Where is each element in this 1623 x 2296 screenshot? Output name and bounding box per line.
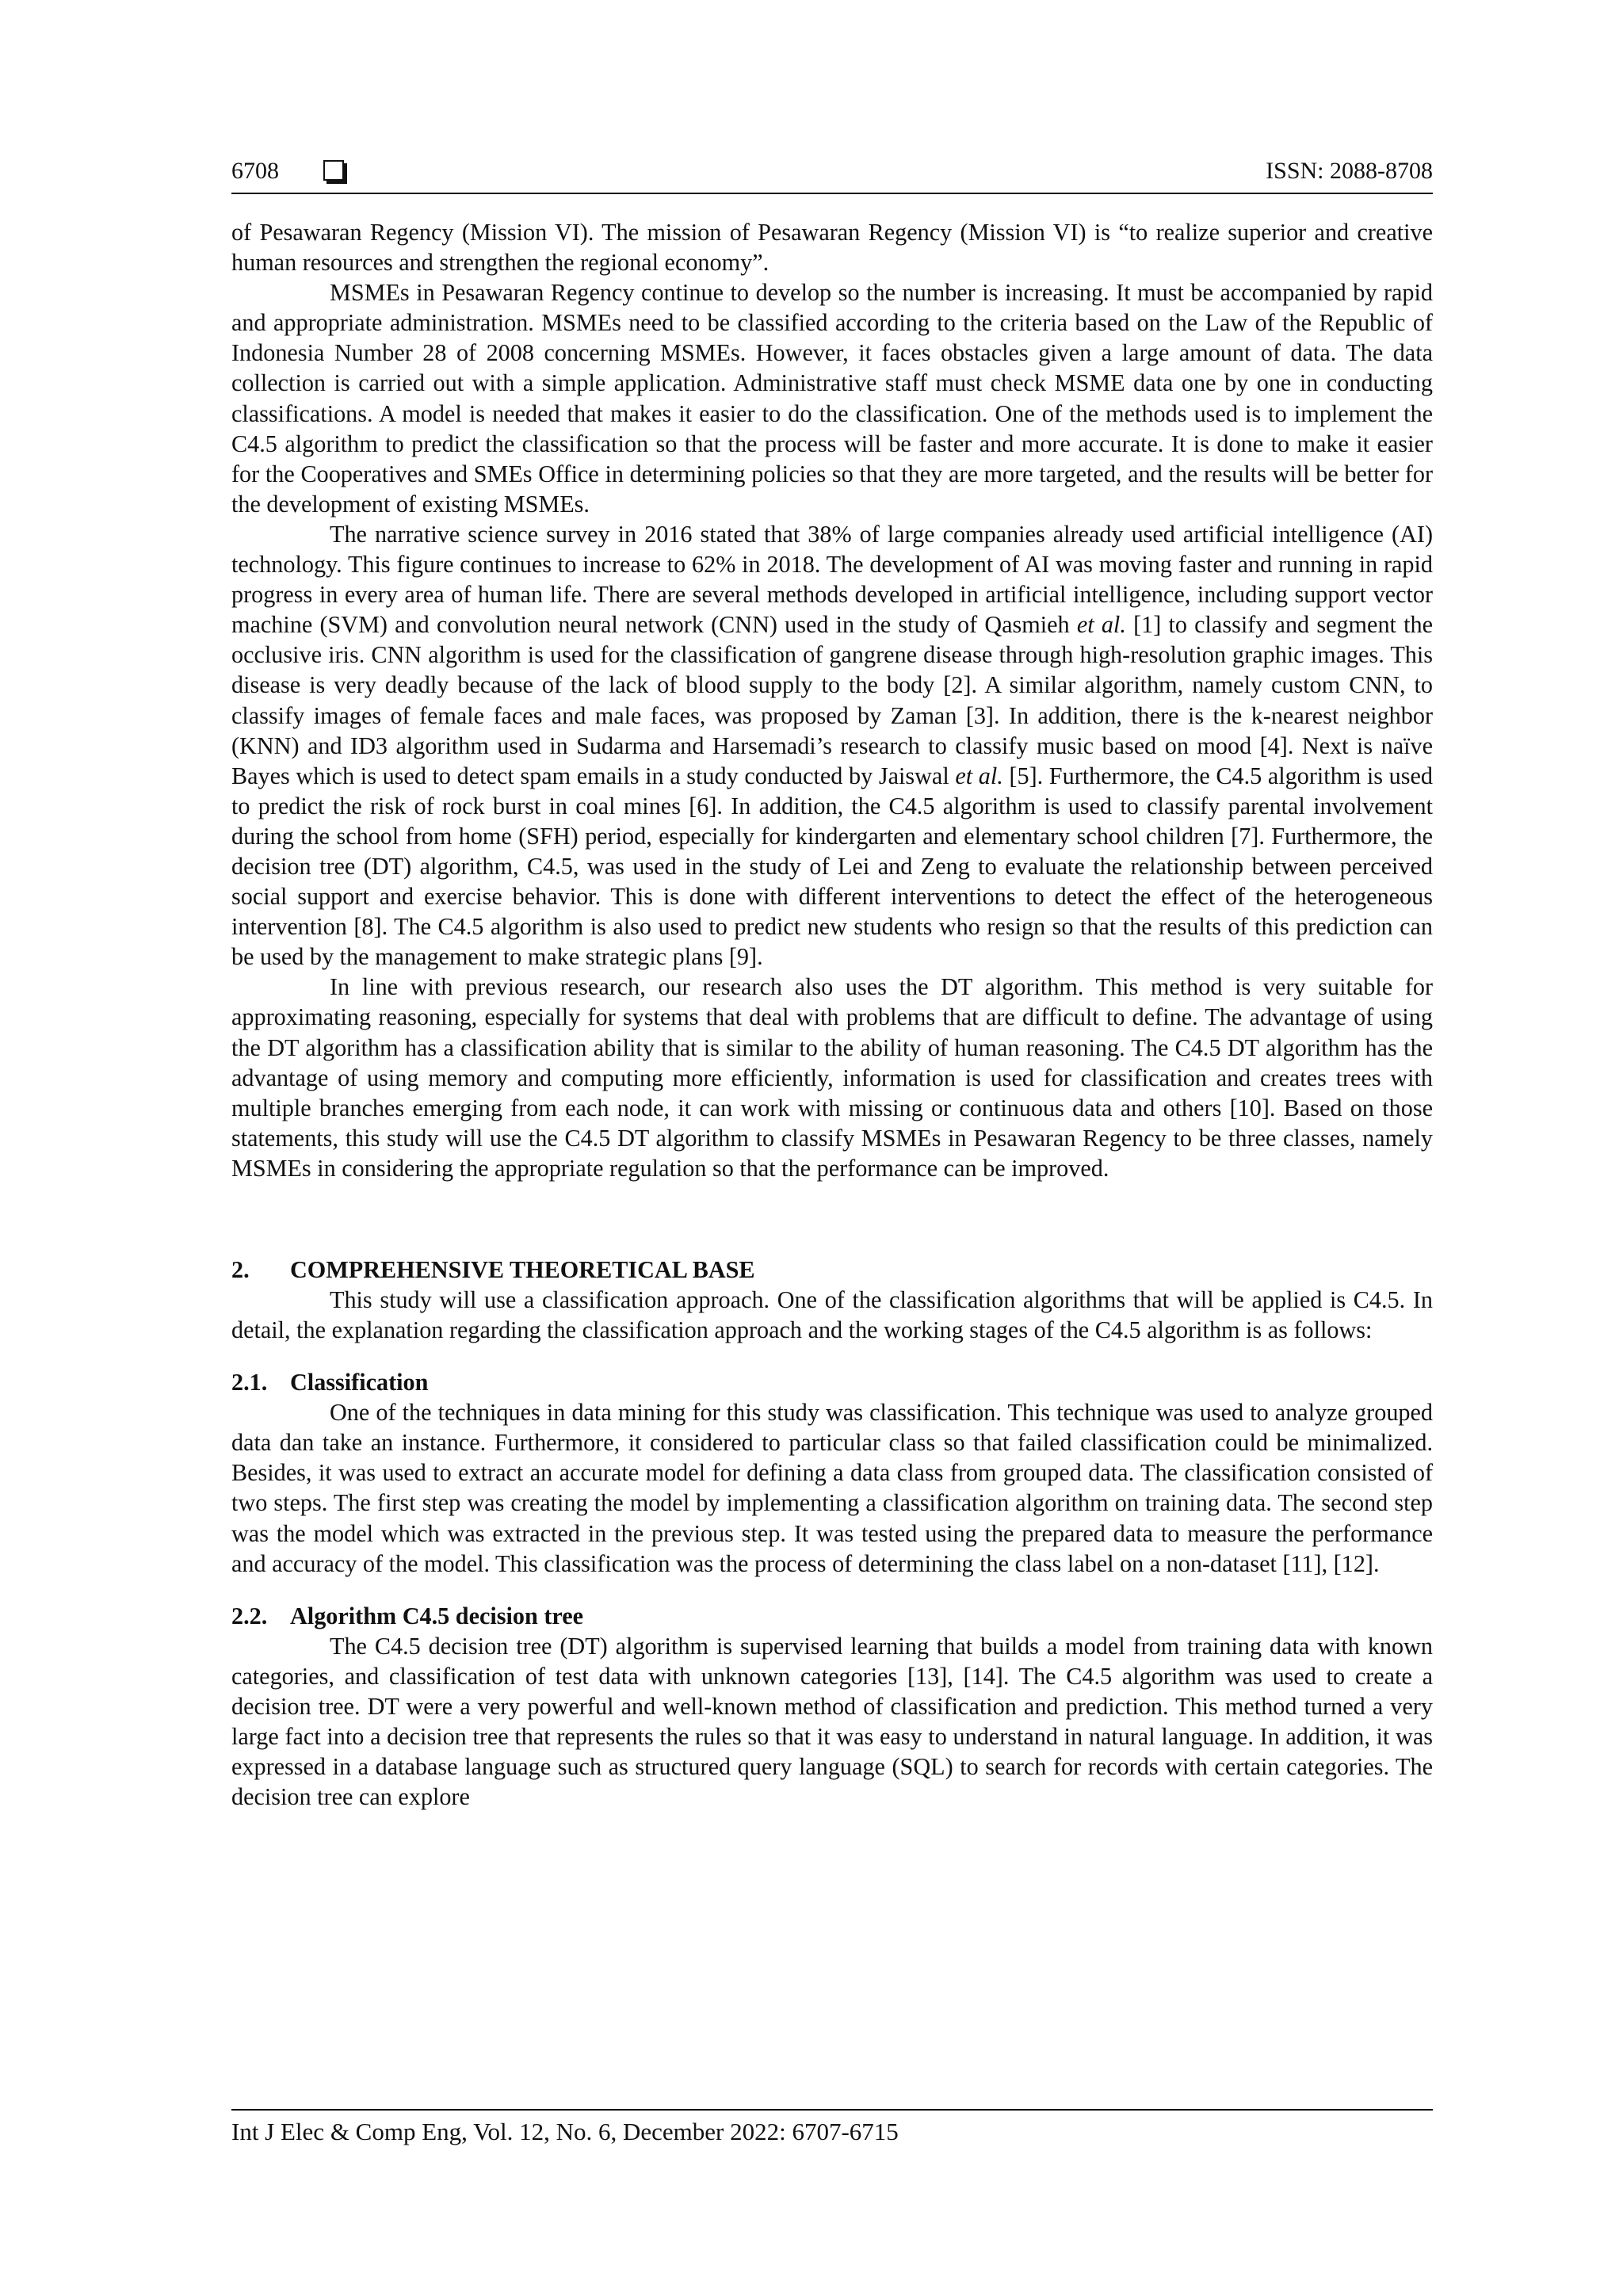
et-al-italic: et al.	[955, 762, 1003, 789]
subsection-title: Algorithm C4.5 decision tree	[290, 1602, 584, 1629]
header-rule	[231, 193, 1433, 194]
paragraph-text: The narrative science survey in 2016 stated that 38% of large companies already used artificial intelligence (AI) technology. This figure continues to increase to 62% in 2018. The development of AI was moving faster and running in rapid progress in every area of human life. There are several methods developed in artificial intelligence, including support vector machine (SVM) and convolution neural network (CNN) used in the study of Qasmieh	[231, 520, 1433, 639]
paragraph-text: [1] to classify and segment the occlusive iris. CNN algorithm is used for the classification of gangrene disease through high-resolution graphic images. This disease is very deadly because of the lack of blood supply to the body [2]. A similar algorithm, namely custom CNN, to classify images of female faces and male faces, was proposed by Zaman [3]. In addition, there is the k-nearest neighbor (KNN) and ID3 algorithm used in Sudarma and Harsemadi’s research to classify music based on mood [4]. Next is naïve Bayes which is used to detect spam emails in a study conducted by Jaiswal	[231, 611, 1433, 789]
checkbox-square-icon	[323, 160, 344, 181]
paragraph	[231, 519, 1433, 972]
issn-label: ISSN: 2088-8708	[1266, 158, 1433, 184]
paragraph: of Pesawaran Regency (Mission VI). The mission of Pesawaran Regency (Mission VI) is “to realize superior and creative human resources and strengthen the regional economy”.	[231, 219, 1433, 277]
subsection-heading	[231, 1367, 1433, 1397]
paragraph-text: [5]. Furthermore, the C4.5 algorithm is used to predict the risk of rock burst in coal mines [6]. In addition, the C4.5 algorithm is used to classify parental involvement during the school from home (SFH) period, especially for kindergarten and elementary school children [7]. Furthermore, the decision tree (DT) algorithm, C4.5, was used in the study of Lei and Zeng to evaluate the relationship between perceived social support and exercise behavior. This is done with different interventions to detect the effect of the heterogeneous intervention [8]. The C4.5 algorithm is also used to predict new students who resign so that the results of this prediction can be used by the management to make strategic plans [9].	[231, 762, 1433, 971]
subsection-number: 2.2.	[231, 1602, 268, 1629]
page-header	[231, 155, 1433, 192]
paragraph: In line with previous research, our research also uses the DT algorithm. This method is very suitable for approximating reasoning, especially for systems that deal with problems that are difficult to define. The advantage of using the DT algorithm has a classification ability that is similar to the ability of human reasoning. The C4.5 DT algorithm has the advantage of using memory and computing more efficiently, information is used for classification and creates trees with multiple branches emerging from each node, it can work with missing or continuous data and others [10]. Based on those statements, this study will use the C4.5 DT algorithm to classify MSMEs in Pesawaran Regency to be three classes, namely MSMEs in considering the appropriate regulation so that the performance can be improved.	[231, 973, 1433, 1182]
paragraph: This study will use a classification approach. One of the classification algorithms that will be applied is C4.5. In detail, the explanation regarding the classification approach and the working stages of the C4.5 algorithm is as follows:	[231, 1286, 1433, 1344]
subsection-title: Classification	[290, 1369, 429, 1396]
section-heading	[231, 1255, 1433, 1285]
page-number: 6708	[231, 158, 279, 184]
section-number: 2.	[231, 1256, 250, 1283]
paragraph: MSMEs in Pesawaran Regency continue to develop so the number is increasing. It must be accompanied by rapid and appropriate administration. MSMEs need to be classified according to the criteria based on the Law of the Republic of Indonesia Number 28 of 2008 concerning MSMEs. However, it faces obstacles given a large amount of data. The data collection is carried out with a simple application. Administrative staff must check MSME data one by one in conducting classifications. A model is needed that makes it easier to do the classification. One of the methods used is to implement the C4.5 algorithm to predict the classification so that the process will be faster and more accurate. It is done to make it easier for the Cooperatives and SMEs Office in determining policies so that they are more targeted, and the results will be better for the development of existing MSMEs.	[231, 279, 1433, 518]
paragraph: The C4.5 decision tree (DT) algorithm is supervised learning that builds a model from training data with known categories, and classification of test data with unknown categories [13], [14]. The C4.5 algorithm was used to create a decision tree. DT were a very powerful and well-known method of classification and prediction. This method turned a very large fact into a decision tree that represents the rules so that it was easy to understand in natural language. In addition, it was expressed in a database language such as structured query language (SQL) to search for records with certain categories. The decision tree can explore	[231, 1632, 1433, 1811]
subsection-heading	[231, 1601, 1433, 1631]
body-text	[231, 217, 1433, 1812]
section-title: COMPREHENSIVE THEORETICAL BASE	[290, 1256, 755, 1283]
paragraph: One of the techniques in data mining for this study was classification. This technique was used to analyze grouped data dan take an instance. Furthermore, it considered to particular class so that failed classification could be minimalized. Besides, it was used to extract an accurate model for defining a data class from grouped data. The classification consisted of two steps. The first step was creating the model by implementing a classification algorithm on training data. The second step was the model which was extracted in the previous step. It was tested using the prepared data to measure the performance and accuracy of the model. This classification was the process of determining the class label on a non-dataset [11], [12].	[231, 1399, 1433, 1577]
page-footer: Int J Elec & Comp Eng, Vol. 12, No. 6, December 2022: 6707-6715	[231, 2118, 899, 2145]
footer-rule	[231, 2109, 1433, 2111]
et-al-italic: et al.	[1076, 611, 1126, 639]
subsection-number: 2.1.	[231, 1369, 268, 1396]
